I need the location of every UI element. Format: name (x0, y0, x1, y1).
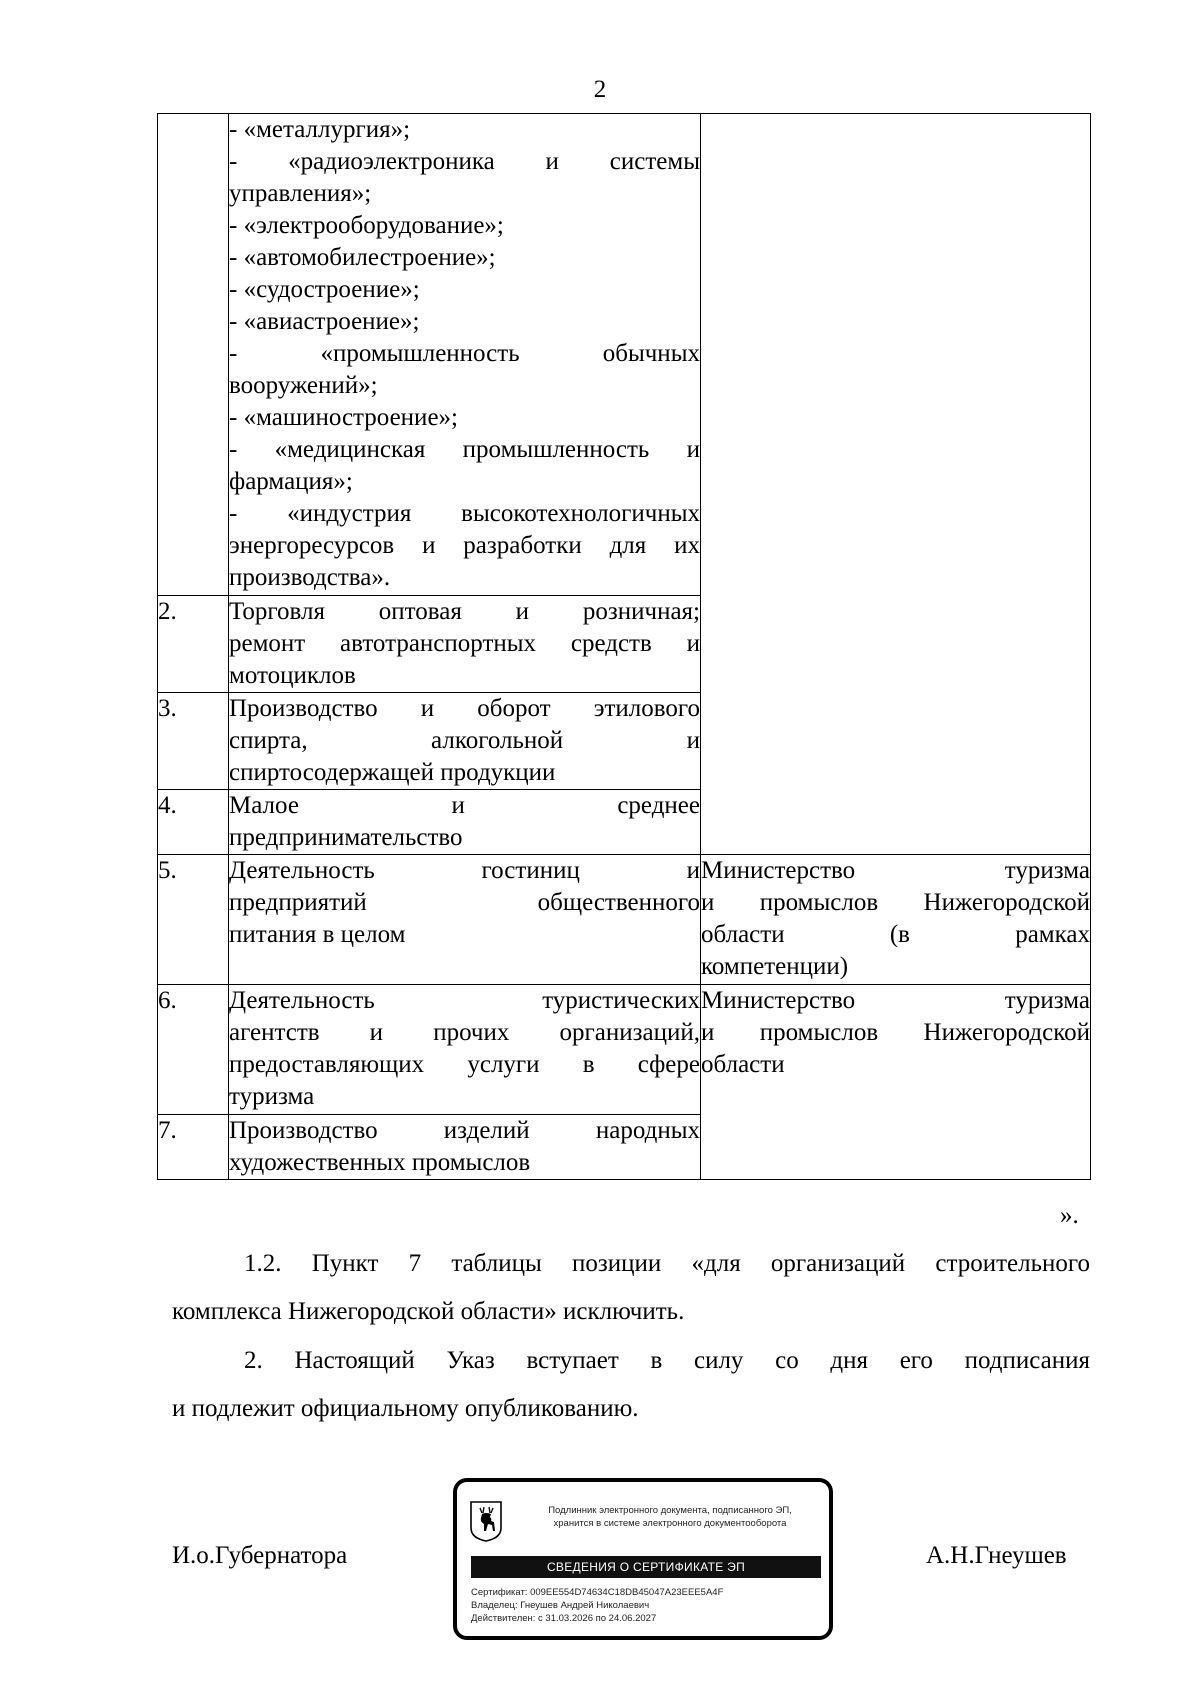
cell-line: области (в рамках (701, 921, 1090, 948)
certificate-details (471, 1586, 821, 1625)
cell-line: - «индустрия высокотехнологичных (229, 500, 700, 527)
cell-line: и промыслов Нижегородской (701, 1019, 1090, 1046)
cell-line: фармация»; (229, 468, 353, 495)
page-number: 2 (593, 76, 607, 103)
cell-line: и промыслов Нижегородской (701, 889, 1090, 916)
sector-cell (229, 114, 701, 596)
cell-line: спирта, алкогольной и (229, 727, 700, 754)
cell-line: - «промышленность обычных (229, 340, 700, 367)
certificate-number: Сертификат: 009EE554D74634C18DB45047A23EEE5A4F (471, 1587, 724, 1598)
cell-line: Производство изделий народных (229, 1117, 700, 1144)
row-number: 5. (158, 855, 229, 985)
paragraph-line: 2. Настоящий Указ вступает в силу со дня его подписания (244, 1347, 1090, 1374)
deer-emblem-icon (469, 1500, 503, 1542)
cell-line: Деятельность гостиниц и (229, 857, 700, 884)
cell-line: Малое и среднее (229, 792, 700, 819)
signatory-name: А.Н.Гнеушев (926, 1542, 1067, 1569)
sectors-table (157, 113, 1091, 1180)
row-number (158, 114, 229, 596)
electronic-signature-stamp (453, 1478, 833, 1640)
sector-cell (229, 985, 701, 1115)
cell-line: мотоциклов (229, 662, 356, 689)
table-row (158, 985, 1091, 1115)
row-number: 7. (158, 1115, 229, 1180)
paragraph-line: 1.2. Пункт 7 таблицы позиции «для организаций строительного (244, 1250, 1090, 1277)
cell-line: - «металлургия»; (229, 116, 411, 143)
ministry-cell (701, 985, 1091, 1180)
certificate-header: СВЕДЕНИЯ О СЕРТИФИКАТЕ ЭП (471, 1556, 821, 1578)
closing-quote: ». (1060, 1202, 1079, 1229)
paragraph-1-2 (172, 1240, 1090, 1336)
sector-cell (229, 693, 701, 790)
cell-line: управления»; (229, 180, 372, 207)
cell-line: предоставляющих услуги в сфере (229, 1051, 700, 1078)
cell-line: ремонт автотранспортных средств и (229, 630, 700, 657)
cell-line: производства». (229, 564, 391, 591)
stamp-original-note (517, 1504, 823, 1530)
signatory-title: И.о.Губернатора (172, 1542, 348, 1569)
cell-line: - «автомобилестроение»; (229, 244, 496, 271)
cell-line: - «машиностроение»; (229, 404, 458, 431)
cell-line: туризма (229, 1083, 315, 1110)
cell-line: агентств и прочих организаций, (229, 1019, 700, 1046)
cell-line: - «авиастроение»; (229, 308, 420, 335)
cell-line: Производство и оборот этилового (229, 695, 700, 722)
cell-line: вооружений»; (229, 372, 378, 399)
table-row (158, 855, 1091, 985)
certificate-owner: Владелец: Гнеушев Андрей Николаевич (471, 1600, 650, 1611)
paragraph-line: комплекса Нижегородской области» исключить. (172, 1298, 685, 1325)
table-row (158, 114, 1091, 596)
sector-cell (229, 596, 701, 693)
row-number: 6. (158, 985, 229, 1115)
cell-line: - «судостроение»; (229, 276, 420, 303)
cell-line: - «электрооборудование»; (229, 212, 504, 239)
cell-line: художественных промыслов (229, 1149, 531, 1176)
sector-cell (229, 855, 701, 985)
cell-line: Торговля оптовая и розничная; (229, 598, 700, 625)
row-number: 4. (158, 790, 229, 855)
cell-line: Деятельность туристических (229, 987, 700, 1014)
sector-cell (229, 790, 701, 855)
cell-line: спиртосодержащей продукции (229, 759, 556, 786)
ministry-cell-empty (701, 114, 1091, 855)
cell-line: - «медицинская промышленность и (229, 436, 700, 463)
ministry-cell (701, 855, 1091, 985)
cell-line: области (701, 1051, 785, 1078)
certificate-validity: Действителен: с 31.03.2026 по 24.06.2027 (471, 1613, 657, 1624)
paragraph-line: и подлежит официальному опубликованию. (172, 1395, 639, 1422)
row-number: 3. (158, 693, 229, 790)
paragraph-2 (172, 1337, 1090, 1433)
cell-line: Министерство туризма (701, 857, 1090, 884)
cell-line: предприятий общественного (229, 889, 700, 916)
cell-line: предпринимательство (229, 824, 463, 851)
cell-line: - «радиоэлектроника и системы (229, 148, 700, 175)
stamp-text: хранится в системе электронного документооборота (553, 1518, 787, 1529)
stamp-text: Подлинник электронного документа, подписанного ЭП, (548, 1505, 792, 1516)
cell-line: питания в целом (229, 921, 406, 948)
cell-line: энергоресурсов и разработки для их (229, 532, 700, 559)
cell-line: Министерство туризма (701, 987, 1090, 1014)
sector-cell (229, 1115, 701, 1180)
cell-line: компетенции) (701, 953, 849, 980)
row-number: 2. (158, 596, 229, 693)
